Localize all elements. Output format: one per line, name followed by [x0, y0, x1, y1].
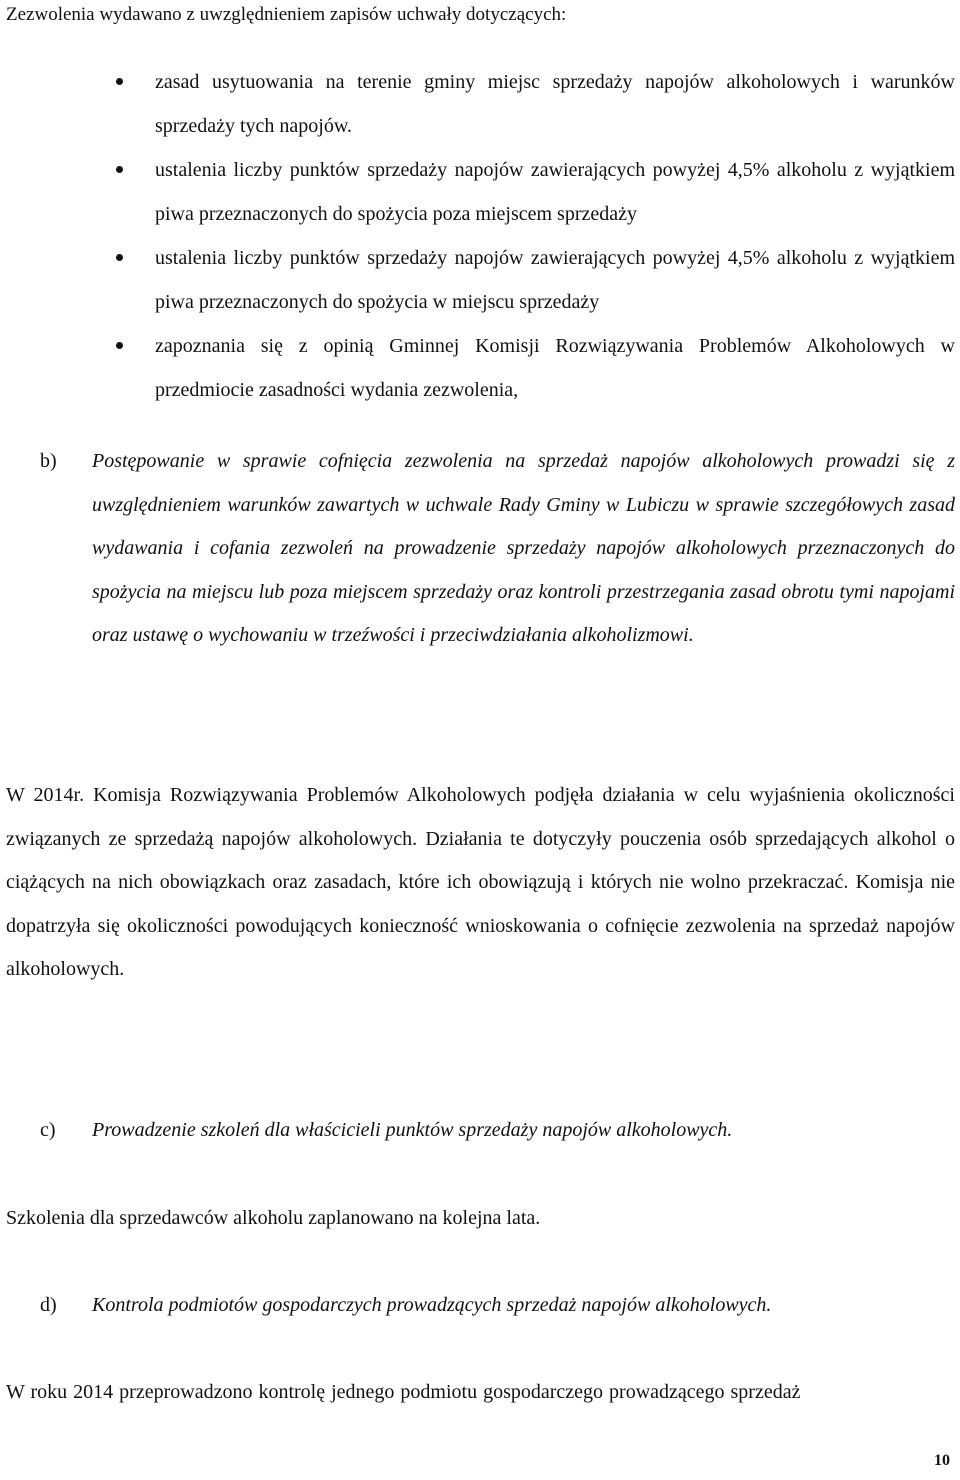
bullet-text: ustalenia liczby punktów sprzedaży napojów zawierających powyżej 4,5% alkoholu z wyjątkiem piwa przeznaczonych do spożycia poza miejscem sprzedaży — [155, 159, 955, 225]
paragraph-szkolenia: Szkolenia dla sprzedawców alkoholu zaplanowano na kolejna lata. — [6, 1207, 541, 1229]
section-c — [40, 1109, 955, 1153]
bullet-dot-icon — [116, 78, 123, 85]
paragraph-2014: W 2014r. Komisja Rozwiązywania Problemów Alkoholowych podjęła działania w celu wyjaśnienia okoliczności związanych ze sprzedażą napojów alkoholowych. Działania te dotyczyły pouczenia osób sprzedających alkohol o ciążących na nich obowiązkach oraz zasadach, które ich obowiązują i których nie wolno przekraczać. Komisja nie dopatrzyła się okoliczności powodujących konieczność wnioskowania o cofnięcie zezwolenia na sprzedaż napojów alkoholowych. — [6, 784, 955, 980]
section-c-text: Prowadzenie szkoleń dla właścicieli punktów sprzedaży napojów alkoholowych. — [92, 1119, 733, 1141]
bullet-text: zapoznania się z opinią Gminnej Komisji Rozwiązywania Problemów Alkoholowych w przedmiocie zasadności wydania zezwolenia, — [155, 335, 955, 401]
section-b-text: Postępowanie w sprawie cofnięcia zezwolenia na sprzedaż napojów alkoholowych prowadzi się z uwzględnieniem warunków zawartych w uchwale Rady Gminy w Lubiczu w sprawie szczegółowych zasad wydawania i cofania zezwoleń na prowadzenie sprzedaży napojów alkoholowych przeznaczonych do spożycia na miejscu lub poza miejscem sprzedaży oraz kontroli przestrzegania zasad obrotu tymi napojami oraz ustawę o wychowaniu w trzeźwości i przeciwdziałania alkoholizmowi. — [92, 450, 955, 646]
bullet-item — [0, 148, 955, 236]
section-c-letter: c) — [40, 1119, 56, 1141]
bullet-text: zasad usytuowania na terenie gminy miejsc sprzedaży napojów alkoholowych i warunków sprzedaży tych napojów. — [155, 71, 955, 137]
page-number: 10 — [934, 1452, 950, 1469]
section-d-text: Kontrola podmiotów gospodarczych prowadzących sprzedaż napojów alkoholowych. — [92, 1294, 772, 1316]
bullet-item — [0, 236, 955, 324]
bullet-list — [0, 60, 960, 412]
bullet-item — [0, 324, 955, 412]
section-d — [40, 1284, 955, 1328]
bullet-dot-icon — [116, 254, 123, 261]
bullet-dot-icon — [116, 166, 123, 173]
paragraph-kontrola: W roku 2014 przeprowadzono kontrolę jednego podmiotu gospodarczego prowadzącego sprzedaż — [6, 1381, 801, 1403]
intro-text: Zezwolenia wydawano z uwzględnieniem zapisów uchwały dotyczących: — [6, 4, 567, 25]
bullet-text: ustalenia liczby punktów sprzedaży napojów zawierających powyżej 4,5% alkoholu z wyjątkiem piwa przeznaczonych do spożycia w miejscu sprzedaży — [155, 247, 955, 313]
section-d-letter: d) — [40, 1294, 57, 1316]
bullet-dot-icon — [116, 342, 123, 349]
section-b-letter: b) — [40, 450, 57, 472]
bullet-item — [0, 60, 955, 148]
section-b — [40, 440, 955, 658]
